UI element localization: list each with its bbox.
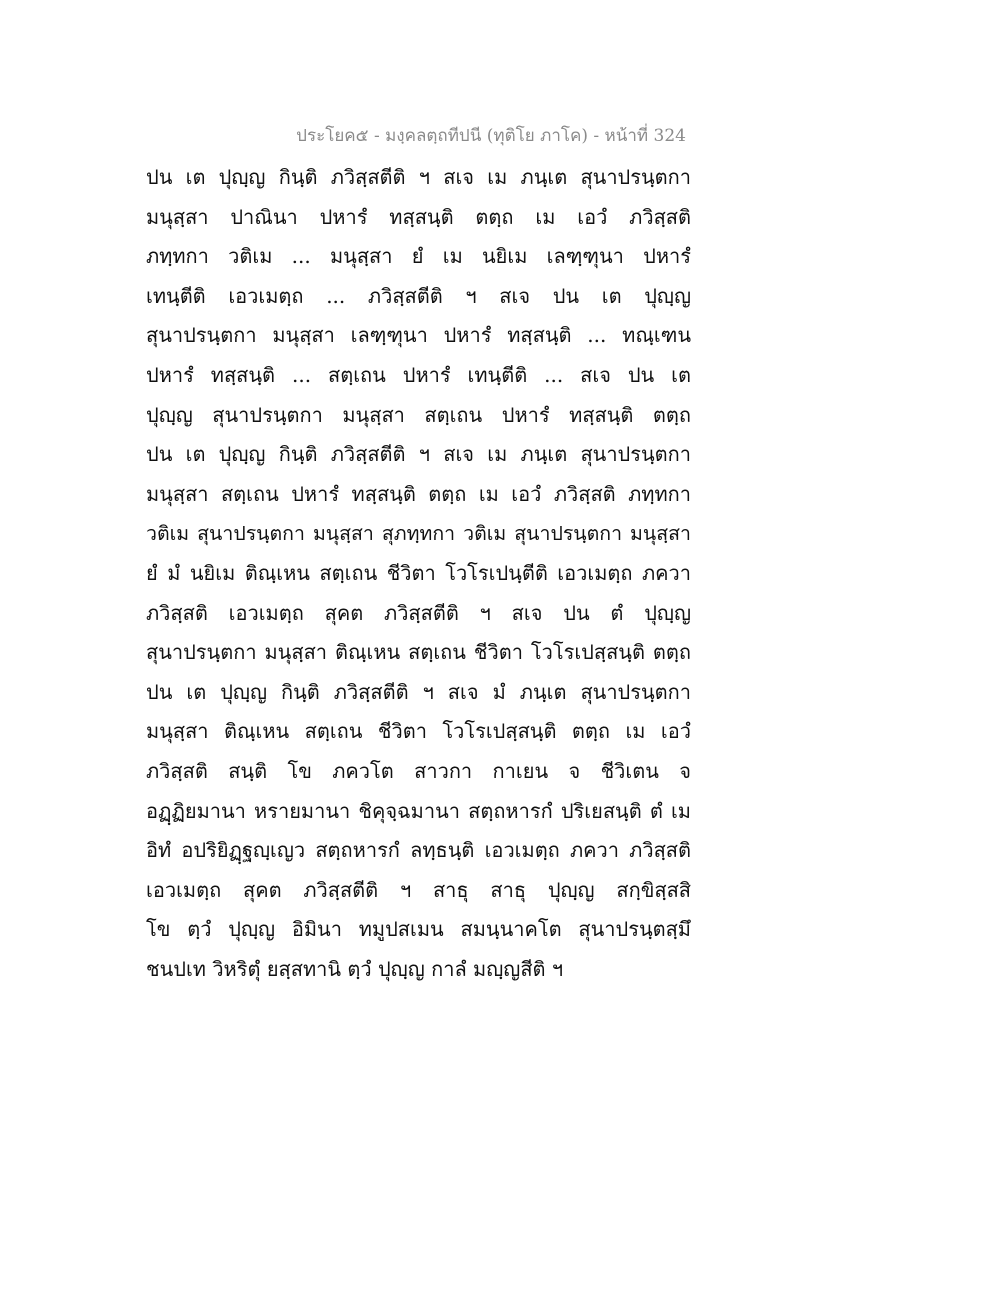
text-line: ปน เต ปุญฺญ กินฺติ ภวิสฺสตีติ ฯ สเจ เม ภนฺเต สุนาปรนฺตกา	[146, 165, 691, 189]
text-line: อฏฺฏิยมานา หรายมานา ชิคุจฺฉมานา สตฺถหารกํ ปริเยสนฺติ ตํ เม	[146, 798, 691, 823]
text-line: สุนาปรนฺตกา มนุสฺสา เลฑฺฑุนา ปหารํ ทสฺสนฺติ ... ทณฺเฑน	[146, 323, 691, 348]
text-line: ปุญฺญ สุนาปรนฺตกา มนุสฺสา สตฺเถน ปหารํ ทสฺสนฺติ ตตฺถ	[146, 402, 691, 427]
text-line: เอวเมตฺถ สุคต ภวิสฺสตีติ ฯ สาธุ สาธุ ปุญฺญ สกฺขิสฺสสิ	[146, 877, 691, 902]
text-line: มนุสฺสา ปาณินา ปหารํ ทสฺสนฺติ ตตฺถ เม เอวํ ภวิสฺสติ	[146, 204, 691, 229]
text-line-last: ชนปเท วิหริตุํ ยสฺสทานิ ตฺวํ ปุญฺญ กาลํ มญฺญสีติ ฯ	[146, 956, 564, 981]
text-line: ปน เต ปุญฺญ กินฺติ ภวิสฺสตีติ ฯ สเจ เม ภนฺเต สุนาปรนฺตกา	[146, 442, 691, 467]
text-line: ปหารํ ทสฺสนฺติ ... สตฺเถน ปหารํ เทนฺตีติ ... สเจ ปน เต	[146, 362, 691, 387]
text-line: ภทฺทกา วติเม ... มนุสฺสา ยํ เม นยิเม เลฑฺฑุนา ปหารํ	[146, 244, 691, 269]
text-line: ภวิสฺสติ สนฺติ โข ภควโต สาวกา กาเยน จ ชีวิเตน จ	[146, 758, 691, 783]
text-line: โข ตฺวํ ปุญฺญ อิมินา ทมูปสเมน สมนฺนาคโต สุนาปรนฺตสฺมึ	[146, 917, 691, 942]
page-header: ประโยค๕ - มงฺคลตฺถทีปนี (ทุติโย ภาโค) - หน้าที่ 324	[296, 126, 686, 146]
text-line: มนุสฺสา ติณฺเหน สตฺเถน ชีวิตา โวโรเปสฺสนฺติ ตตฺถ เม เอวํ	[146, 719, 691, 744]
text-line: ปน เต ปุญฺญ กินฺติ ภวิสฺสตีติ ฯ สเจ มํ ภนฺเต สุนาปรนฺตกา	[146, 679, 691, 704]
text-line: เทนฺตีติ เอวเมตฺถ ... ภวิสฺสตีติ ฯ สเจ ปน เต ปุญฺญ	[146, 283, 691, 308]
body-text	[146, 158, 691, 989]
text-line: มนุสฺสา สตฺเถน ปหารํ ทสฺสนฺติ ตตฺถ เม เอวํ ภวิสฺสติ ภทฺทกา	[146, 481, 691, 506]
text-line: ภวิสฺสติ เอวเมตฺถ สุคต ภวิสฺสตีติ ฯ สเจ ปน ตํ ปุญฺญ	[146, 600, 691, 625]
text-line: ยํ มํ นยิเม ติณฺเหน สตฺเถน ชีวิตา โวโรเปนฺตีติ เอวเมตฺถ ภควา	[146, 560, 691, 585]
text-line: อิทํ อปริยิฏฺฐญฺเญว สตฺถหารกํ ลทฺธนฺติ เอวเมตฺถ ภควา ภวิสฺสติ	[146, 838, 691, 863]
text-line: สุนาปรนฺตกา มนุสฺสา ติณฺเหน สตฺเถน ชีวิตา โวโรเปสฺสนฺติ ตตฺถ	[146, 640, 691, 665]
text-line: วติเม สุนาปรนฺตกา มนุสฺสา สุภทฺทกา วติเม สุนาปรนฺตกา มนุสฺสา	[146, 522, 691, 546]
